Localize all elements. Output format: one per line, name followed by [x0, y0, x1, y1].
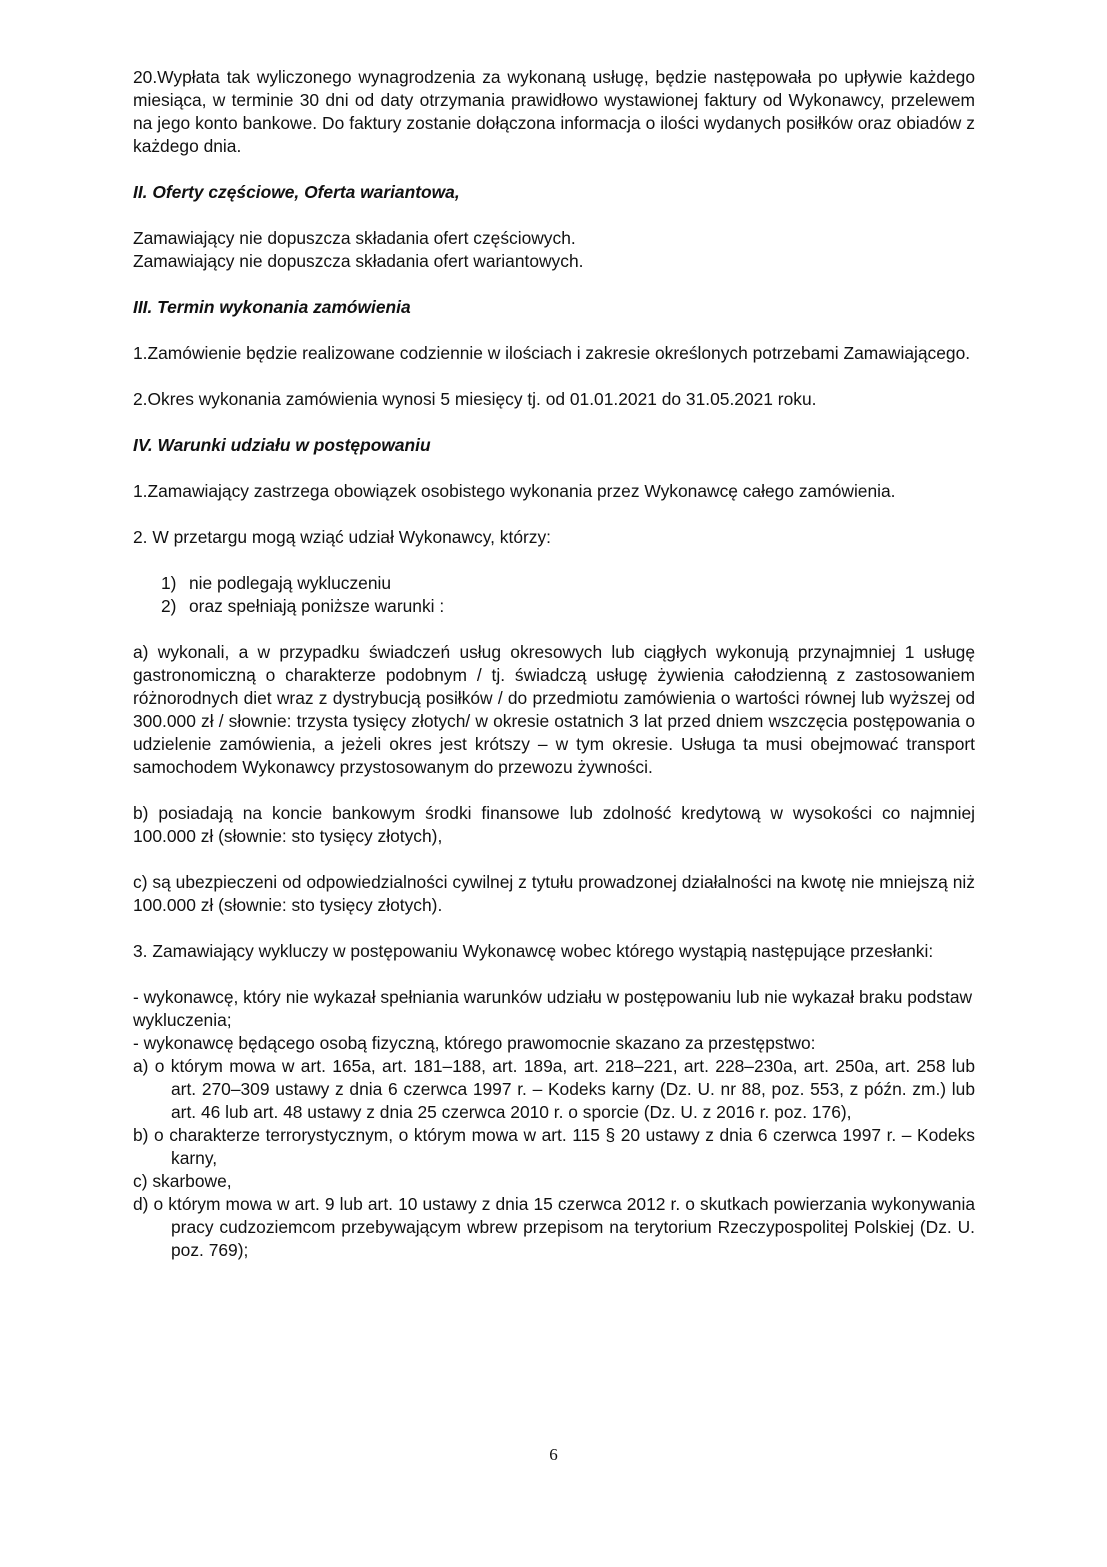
offence-b: b) o charakterze terrorystycznym, o którym mowa w art. 115 § 20 ustawy z dnia 6 czerwca 1997 r. – Kodeks karny,	[133, 1125, 975, 1168]
conditions-paragraph-2: 2. W przetargu mogą wziąć udział Wykonawcy, którzy:	[133, 527, 552, 547]
execution-paragraph-2: 2.Okres wykonania zamówienia wynosi 5 miesięcy tj. od 01.01.2021 do 31.05.2021 roku.	[133, 389, 817, 409]
list-item: 2) oraz spełniają poniższe warunki :	[161, 596, 445, 616]
conditions-paragraph-1: 1.Zamawiający zastrzega obowiązek osobistego wykonania przez Wykonawcę całego zamówienia.	[133, 481, 896, 501]
section-heading-iv: IV. Warunki udziału w postępowaniu	[133, 435, 431, 455]
exclusion-paragraph: 3. Zamawiający wykluczy w postępowaniu Wykonawcę wobec którego wystąpią następujące przesłanki:	[133, 941, 934, 961]
list-item: 1) nie podlegają wykluczeniu	[161, 573, 392, 593]
offence-c: c) skarbowe,	[133, 1171, 232, 1191]
conditions-list	[133, 572, 975, 618]
execution-paragraph-1: 1.Zamówienie będzie realizowane codziennie w ilościach i zakresie określonych potrzebami Zamawiającego.	[133, 343, 971, 363]
offence-d: d) o którym mowa w art. 9 lub art. 10 ustawy z dnia 15 czerwca 2012 r. o skutkach powierzania wykonywania pracy cudzoziemcom przebywającym wbrew przepisom na terytorium Rzeczypospolitej Polskiej (Dz. U. poz. 769);	[133, 1194, 975, 1260]
page-number: 6	[549, 1445, 558, 1464]
variant-offers-text: Zamawiający nie dopuszcza składania ofert wariantowych.	[133, 251, 584, 271]
condition-a: a) wykonali, a w przypadku świadczeń usług okresowych lub ciągłych wykonują przynajmniej 1 usługę gastronomiczną o charakterze podobnym / tj. świadczą usługę żywienia całodzienną z zastosowaniem różnorodnych diet wraz z dystrybucją posiłków / do przedmiotu zamówienia o wartości równej lub wyższej od 300.000 zł / słownie: trzysta tysięcy złotych/ w okresie ostatnich 3 lat przed dniem wszczęcia postępowania o udzielenie zamówienia, a jeżeli okres jest krótszy – w tym okresie. Usługa ta musi obejmować transport samochodem Wykonawcy przystosowanym do przewozu żywności.	[133, 642, 975, 777]
offence-a: a) o którym mowa w art. 165a, art. 181–188, art. 189a, art. 218–221, art. 228–230a, art. 250a, art. 258 lub art. 270–309 ustawy z dnia 6 czerwca 1997 r. – Kodeks karny (Dz. U. nr 88, poz. 553, z późn. zm.) lub art. 46 lub art. 48 ustawy z dnia 25 czerwca 2010 r. o sporcie (Dz. U. z 2016 r. poz. 176),	[133, 1056, 975, 1122]
exclusion-item-2: - wykonawcę będącego osobą fizyczną, którego prawomocnie skazano za przestępstwo:	[133, 1033, 816, 1053]
paragraph-20: 20.Wypłata tak wyliczonego wynagrodzenia za wykonaną usługę, będzie następowała po upływie każdego miesiąca, w terminie 30 dni od daty otrzymania prawidłowo wystawionej faktury od Wykonawcy, przelewem na jego konto bankowe. Do faktury zostanie dołączona informacja o ilości wydanych posiłków oraz obiadów z każdego dnia.	[133, 67, 975, 156]
partial-offers-text: Zamawiający nie dopuszcza składania ofert częściowych.	[133, 228, 576, 248]
section-heading-iii: III. Termin wykonania zamówienia	[133, 297, 411, 317]
page-content	[133, 66, 975, 1262]
section-heading-ii: II. Oferty częściowe, Oferta wariantowa,	[133, 182, 460, 202]
condition-c: c) są ubezpieczeni od odpowiedzialności cywilnej z tytułu prowadzonej działalności na kwotę nie mniejszą niż 100.000 zł (słownie: sto tysięcy złotych).	[133, 872, 975, 915]
exclusion-item-1: - wykonawcę, który nie wykazał spełniania warunków udziału w postępowaniu lub nie wykazał braku podstaw wykluczenia;	[133, 987, 973, 1030]
condition-b: b) posiadają na koncie bankowym środki finansowe lub zdolność kredytową w wysokości co najmniej 100.000 zł (słownie: sto tysięcy złotych),	[133, 803, 975, 846]
